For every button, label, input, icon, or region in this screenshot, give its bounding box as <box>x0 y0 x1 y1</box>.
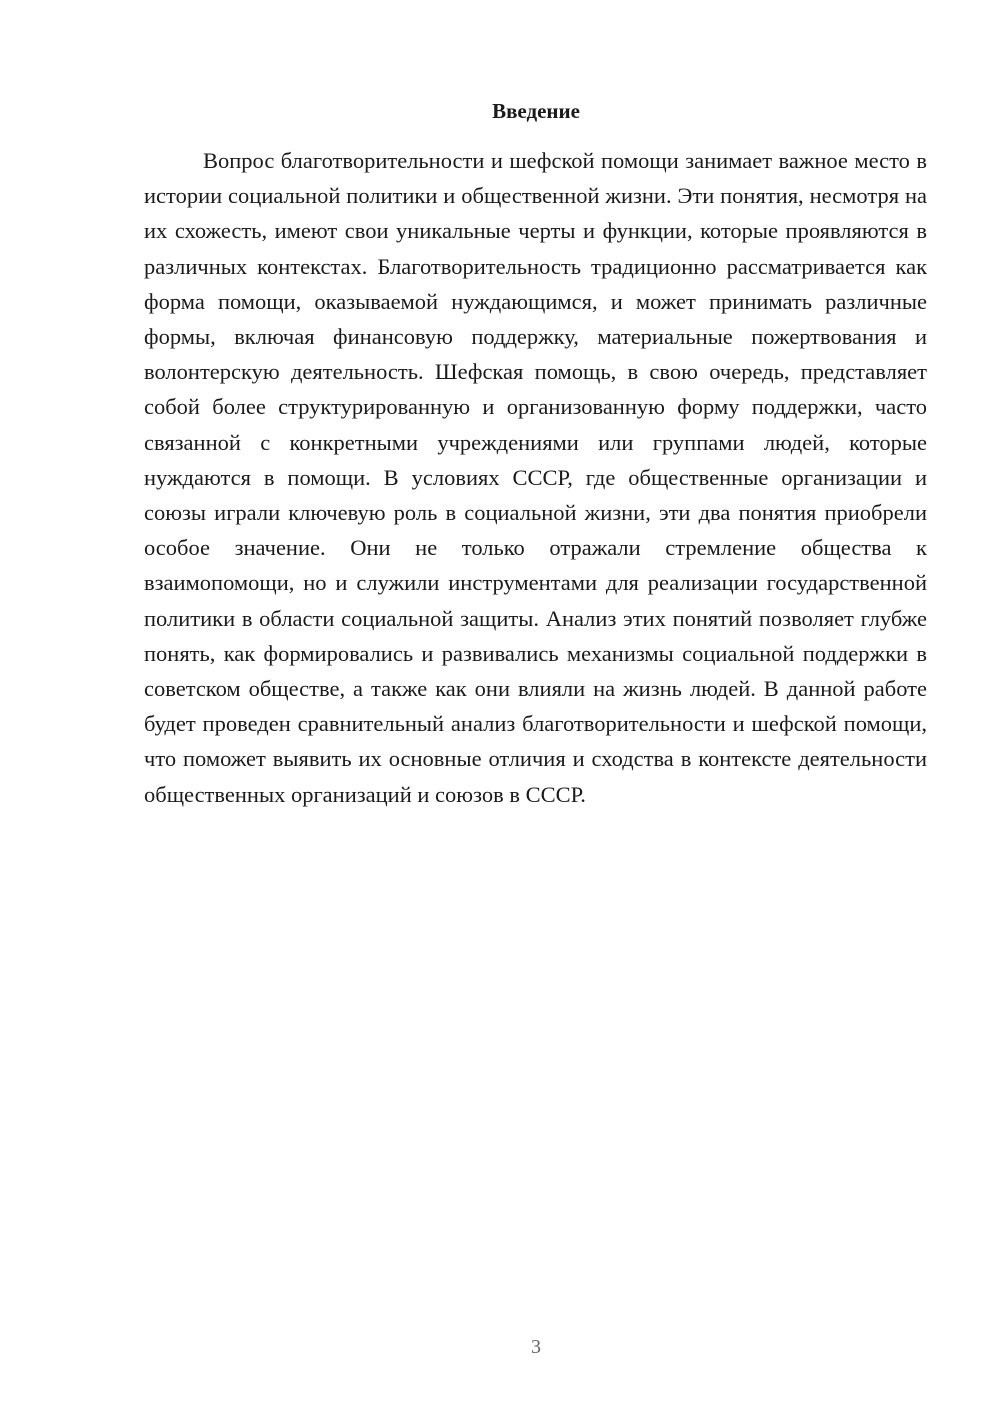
page-number: 3 <box>531 1336 541 1358</box>
body-paragraph: Вопрос благотворительности и шефской помощи занимает важное место в истории социальной политики и общественной жизни. Эти понятия, несмотря на их схожесть, имеют свои уникальные черты и функции, которые проявляются в различных контекстах. Благотворительность традиционно рассматривается как форма помощи, оказываемой нуждающимся, и может принимать различные формы, включая финансовую поддержку, материальные пожертвования и волонтерскую деятельность. Шефская помощь, в свою очередь, представляет собой более структурированную и организованную форму поддержки, часто связанной с конкретными учреждениями или группами людей, которые нуждаются в помощи. В условиях СССР, где общественные организации и союзы играли ключевую роль в социальной жизни, эти два понятия приобрели особое значение. Они не только отражали стремление общества к взаимопомощи, но и служили инструментами для реализации государственной политики в области социальной защиты. Анализ этих понятий позволяет глубже понять, как формировались и развивались механизмы социальной поддержки в советском обществе, а также как они влияли на жизнь людей. В данной работе будет проведен сравнительный анализ благотворительности и шефской помощи, что поможет выявить их основные отличия и сходства в контексте деятельности общественных организаций и союзов в СССР. <box>144 148 927 807</box>
section-heading: Введение <box>492 99 580 123</box>
